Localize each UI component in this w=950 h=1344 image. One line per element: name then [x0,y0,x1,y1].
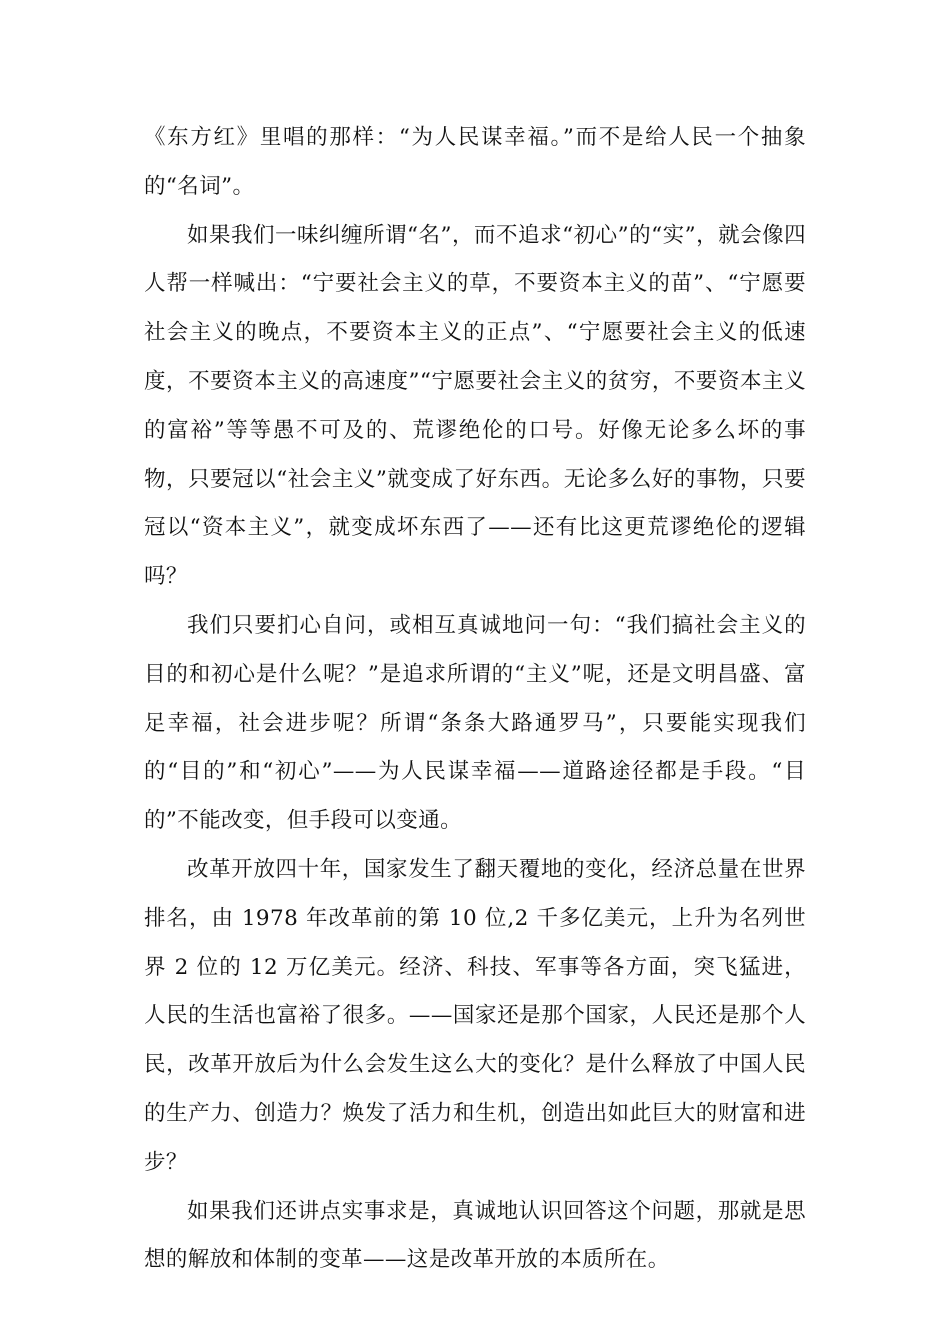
paragraph-4: 改革开放四十年，国家发生了翻天覆地的变化，经济总量在世界排名，由 1978 年改革前的第 10 位,2 千多亿美元，上升为名列世界 2 位的 12 万亿美元。经济、科技、军事等各方面，突飞猛进，人民的生活也富裕了很多。——国家还是那个国家，人民还是那个人民，改革开放后为什么会发生这么大的变化？是什么释放了中国人民的生产力、创造力？焕发了活力和生机，创造出如此巨大的财富和进步？ [144,856,806,1175]
body-text [144,114,806,1285]
paragraph-2: 如果我们一味纠缠所谓“名”，而不追求“初心”的“实”，就会像四人帮一样喊出：“宁要社会主义的草，不要资本主义的苗”、“宁愿要社会主义的晚点，不要资本主义的正点”、“宁愿要社会主义的低速度，不要资本主义的高速度”“宁愿要社会主义的贫穷，不要资本主义的富裕”等等愚不可及的、荒谬绝伦的口号。好像无论多么坏的事物，只要冠以“社会主义”就变成了好东西。无论多么好的事物，只要冠以“资本主义”，就变成坏东西了——还有比这更荒谬绝伦的逻辑吗？ [144,222,806,590]
paragraph-3: 我们只要扪心自问，或相互真诚地问一句：“我们搞社会主义的目的和初心是什么呢？”是追求所谓的“主义”呢，还是文明昌盛、富足幸福，社会进步呢？所谓“条条大路通罗马”，只要能实现我们的“目的”和“初心”——为人民谋幸福——道路途径都是手段。“目的”不能改变，但手段可以变通。 [144,612,806,834]
paragraph-5: 如果我们还讲点实事求是，真诚地认识回答这个问题，那就是思想的解放和体制的变革——这是改革开放的本质所在。 [144,1198,806,1273]
paragraph-1: 《东方红》里唱的那样：“为人民谋幸福。”而不是给人民一个抽象的“名词”。 [144,125,806,199]
